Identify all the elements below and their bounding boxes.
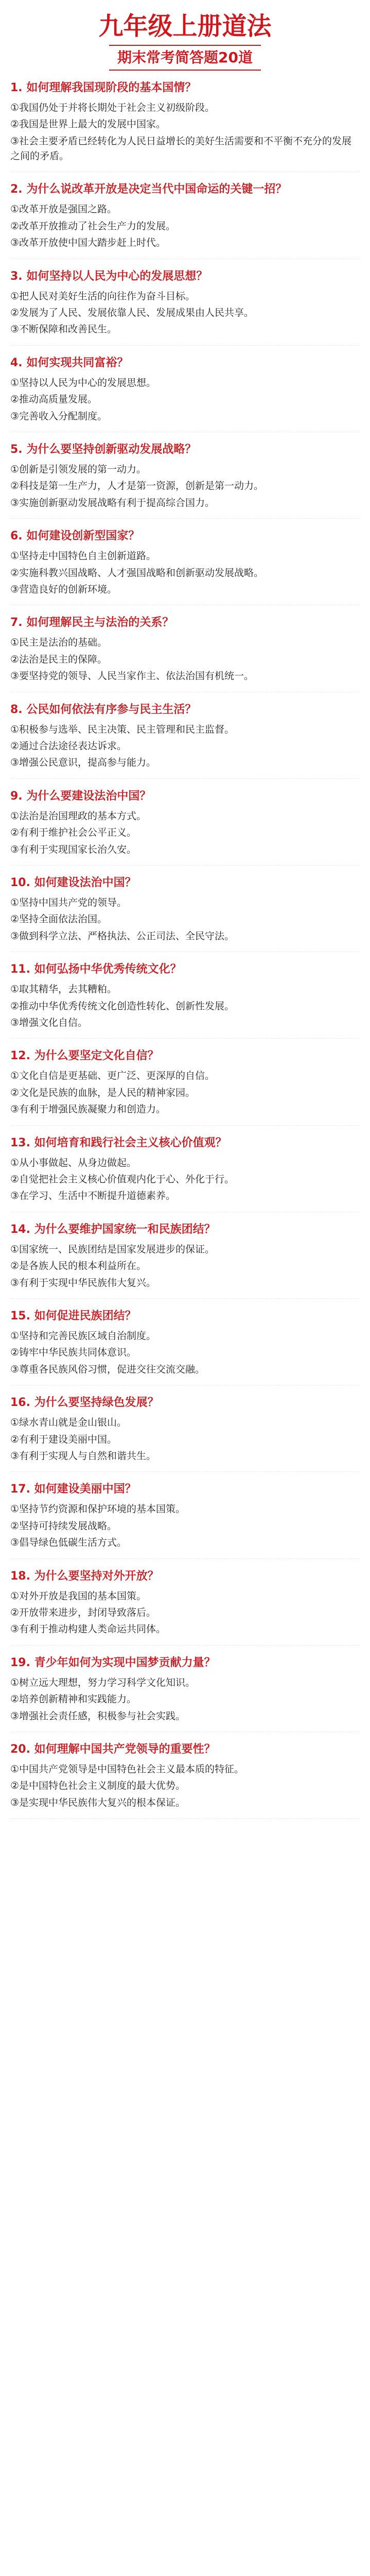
- answer-text: ①绿水青山就是金山银山。: [10, 1417, 127, 1429]
- answer-text: ①创新是引领发展的第一动力。: [10, 463, 147, 475]
- answer-text: ①法治是治国理政的基本方式。: [10, 810, 147, 822]
- answer-text: ②有利于建设美丽中国。: [10, 1433, 117, 1445]
- answer-text: ③社会主要矛盾已经转化为人民日益增长的美好生活需要和不平衡不充分的发展之间的矛盾。: [10, 135, 352, 162]
- answer-text: ②文化是民族的血脉，是人民的精神家园。: [10, 1087, 196, 1098]
- answer-text: ③有利于实现国家长治久安。: [10, 843, 137, 855]
- answer-text: ①坚持节约资源和保护环境的基本国策。: [10, 1503, 186, 1515]
- answer-text: ②开放带来进步，封闭导致落后。: [10, 1607, 156, 1618]
- question-text: 8. 公民如何依法有序参与民主生活？: [10, 703, 197, 716]
- answer-list: [10, 809, 360, 857]
- question-text: 12. 为什么要坚定文化自信？: [10, 1049, 159, 1063]
- answer-text: ②法治是民主的保障。: [10, 653, 108, 665]
- answer-text: ①我国仍处于并将长期处于社会主义初级阶段。: [10, 101, 215, 113]
- question-text: 20. 如何理解中国共产党领导的重要性？: [10, 1743, 216, 1756]
- answer-list: [10, 722, 360, 771]
- answer-text: ③完善收入分配制度。: [10, 410, 108, 422]
- answer-list: [10, 1156, 360, 1204]
- question-item: [10, 1568, 360, 1646]
- answer-list: [10, 376, 360, 424]
- answer-text: ①文化自信是更基础、更广泛、更深厚的自信。: [10, 1070, 215, 1082]
- question-text: 11. 如何弘扬中华优秀传统文化？: [10, 963, 182, 976]
- answer-text: ②推动高质量发展。: [10, 394, 98, 405]
- answer-list: [10, 1589, 360, 1637]
- answer-text: ③营造良好的创新环境。: [10, 584, 117, 595]
- answer-text: ①坚持中国共产党的领导。: [10, 896, 127, 908]
- answer-list: [10, 1069, 360, 1117]
- question-item: [10, 1741, 360, 1819]
- question-text: 14. 为什么要维护国家统一和民族团结？: [10, 1223, 216, 1236]
- question-text: 18. 为什么要坚持对外开放？: [10, 1569, 159, 1583]
- answer-list: [10, 1242, 360, 1291]
- question-item: [10, 442, 360, 519]
- answer-text: ②铸牢中华民族共同体意识。: [10, 1347, 137, 1359]
- question-text: 4. 如何实现共同富裕？: [10, 356, 129, 369]
- answer-list: [10, 1762, 360, 1810]
- answer-list: [10, 982, 360, 1030]
- answer-list: [10, 549, 360, 597]
- answer-text: ②实施科教兴国战略、人才强国战略和创新驱动发展战略。: [10, 567, 264, 579]
- answer-list: [10, 202, 360, 250]
- question-text: 17. 如何建设美丽中国？: [10, 1483, 136, 1496]
- answer-text: ①从小事做起、从身边做起。: [10, 1157, 137, 1168]
- answer-text: ③不断保障和改善民生。: [10, 324, 117, 335]
- question-text: 15. 如何促进民族团结？: [10, 1310, 136, 1323]
- question-item: [10, 702, 360, 779]
- page-title: 九年级上册道法: [98, 12, 272, 41]
- answer-text: ①坚持和完善民族区域自治制度。: [10, 1330, 156, 1342]
- question-text: 7. 如何理解民主与法治的关系？: [10, 616, 174, 630]
- question-text: 10. 如何建设法治中国？: [10, 876, 136, 890]
- question-item: [10, 355, 360, 432]
- answer-text: ①积极参与选举、民主决策、民主管理和民主监督。: [10, 723, 235, 735]
- question-text: 2. 为什么说改革开放是决定当代中国命运的关键一招？: [10, 183, 287, 196]
- answer-text: ②有利于维护社会公平正义。: [10, 827, 137, 839]
- answer-text: ②培养创新精神和实践能力。: [10, 1693, 137, 1705]
- answer-text: ①坚持以人民为中心的发展思想。: [10, 377, 156, 388]
- question-item: [10, 615, 360, 692]
- answer-text: ②自觉把社会主义核心价值观内化于心、外化于行。: [10, 1173, 235, 1185]
- answer-text: ①取其精华，去其糟粕。: [10, 984, 117, 995]
- answer-text: ②是中国特色社会主义制度的最大优势。: [10, 1780, 186, 1792]
- answer-text: ②科技是第一生产力，人才是第一资源，创新是第一动力。: [10, 480, 264, 492]
- question-item: [10, 961, 360, 1039]
- answer-text: ③尊重各民族风俗习惯，促进交往交流交融。: [10, 1363, 205, 1375]
- answer-text: ③要坚持党的领导、人民当家作主、依法治国有机统一。: [10, 670, 254, 682]
- document-header: [10, 12, 360, 71]
- answer-text: ③有利于实现人与自然和谐共生。: [10, 1450, 156, 1462]
- answer-text: ②发展为了人民、发展依靠人民、发展成果由人民共享。: [10, 307, 254, 318]
- question-item: [10, 788, 360, 866]
- answer-text: ③增强文化自信。: [10, 1017, 88, 1029]
- answer-text: ②推动中华优秀传统文化创造性转化、创新性发展。: [10, 1000, 235, 1012]
- answer-list: [10, 1675, 360, 1724]
- answer-text: ③倡导绿色低碳生活方式。: [10, 1537, 127, 1549]
- question-item: [10, 875, 360, 952]
- question-item: [10, 1048, 360, 1125]
- question-text: 5. 为什么要坚持创新驱动发展战略？: [10, 443, 197, 456]
- question-list: [10, 80, 360, 2576]
- answer-text: ③在学习、生活中不断提升道德素养。: [10, 1190, 176, 1202]
- answer-text: ②我国是世界上最大的发展中国家。: [10, 118, 166, 130]
- answer-text: ①中国共产党领导是中国特色社会主义最本质的特征。: [10, 1763, 244, 1775]
- question-item: [10, 1135, 360, 1212]
- question-item: [10, 1222, 360, 1299]
- answer-text: ①树立远大理想，努力学习科学文化知识。: [10, 1676, 196, 1688]
- question-text: 1. 如何理解我国现阶段的基本国情？: [10, 81, 197, 94]
- answer-list: [10, 100, 360, 164]
- answer-text: ②坚持可持续发展战略。: [10, 1520, 117, 1532]
- question-item: [10, 181, 360, 259]
- answer-list: [10, 1502, 360, 1550]
- answer-text: ①民主是法治的基础。: [10, 637, 108, 649]
- answer-text: ③改革开放使中国大踏步赶上时代。: [10, 237, 166, 249]
- question-text: 6. 如何建设创新型国家？: [10, 530, 140, 543]
- question-item: [10, 1481, 360, 1558]
- question-text: 9. 为什么要建设法治中国？: [10, 789, 151, 803]
- answer-text: ③有利于推动构建人类命运共同体。: [10, 1623, 166, 1635]
- answer-list: [10, 895, 360, 944]
- question-item: [10, 1655, 360, 1732]
- answer-text: ②通过合法途径表达诉求。: [10, 740, 127, 752]
- answer-text: ③增强社会责任感，积极参与社会实践。: [10, 1710, 186, 1722]
- question-item: [10, 80, 360, 173]
- answer-text: ①坚持走中国特色自主创新道路。: [10, 550, 156, 562]
- answer-text: ②改革开放推动了社会生产力的发展。: [10, 220, 176, 232]
- answer-list: [10, 1329, 360, 1377]
- question-text: 16. 为什么要坚持绿色发展？: [10, 1396, 159, 1410]
- answer-list: [10, 462, 360, 511]
- question-item: [10, 268, 360, 346]
- answer-text: ③是实现中华民族伟大复兴的根本保证。: [10, 1797, 186, 1808]
- question-text: 13. 如何培育和践行社会主义核心价值观？: [10, 1136, 227, 1149]
- question-item: [10, 1395, 360, 1472]
- answer-text: ②坚持全面依法治国。: [10, 913, 108, 925]
- answer-text: ③有利于实现中华民族伟大复兴。: [10, 1277, 156, 1289]
- answer-text: ②是各族人民的根本利益所在。: [10, 1260, 147, 1272]
- question-text: 3. 如何坚持以人民为中心的发展思想？: [10, 269, 208, 283]
- answer-text: ③实施创新驱动发展战略有利于提高综合国力。: [10, 497, 215, 509]
- question-item: [10, 1308, 360, 1385]
- answer-list: [10, 635, 360, 684]
- answer-text: ①国家统一、民族团结是国家发展进步的保证。: [10, 1243, 215, 1255]
- answer-text: ③做到科学立法、严格执法、公正司法、全民守法。: [10, 930, 235, 942]
- answer-list: [10, 289, 360, 337]
- answer-list: [10, 1415, 360, 1464]
- answer-text: ③增强公民意识，提高参与能力。: [10, 757, 156, 769]
- question-text: 19. 青少年如何为实现中国梦贡献力量？: [10, 1656, 216, 1669]
- answer-text: ①把人民对美好生活的向往作为奋斗目标。: [10, 290, 196, 302]
- page-subtitle: 期末常考简答题20道: [109, 45, 261, 71]
- answer-text: ①改革开放是强国之路。: [10, 204, 117, 215]
- answer-text: ①对外开放是我国的基本国策。: [10, 1590, 147, 1602]
- question-item: [10, 528, 360, 605]
- answer-text: ③有利于增强民族凝聚力和创造力。: [10, 1104, 166, 1115]
